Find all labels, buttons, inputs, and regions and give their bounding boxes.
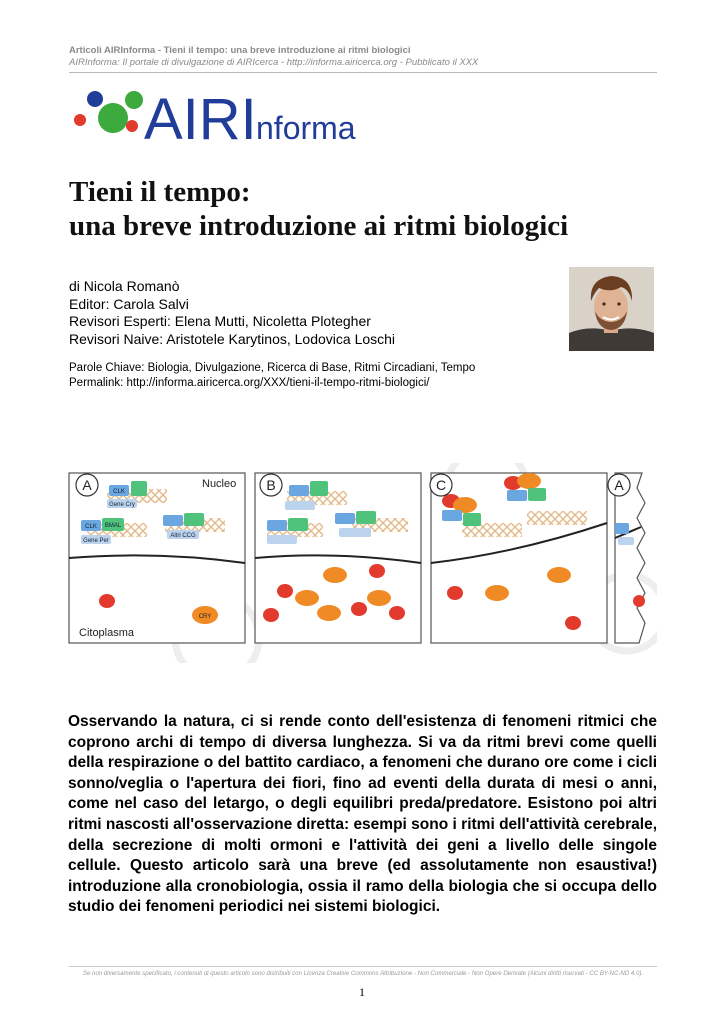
- article-title: [69, 175, 669, 243]
- running-header: [69, 45, 657, 69]
- panel-a-cry: CRY: [198, 614, 212, 620]
- panel-a-gene-per: Gene Per: [83, 538, 109, 544]
- permalink-line: Permalink: http://informa.airicerca.org/XXX/tieni-il-tempo-ritmi-biologici/: [69, 377, 430, 389]
- header-portal-info: AIRInforma: Il portale di divulgazione di AIRIcerca - http://informa.airicerca.org - Pubblicato il XXX: [69, 57, 479, 68]
- title-line-2: una breve introduzione ai ritmi biologici: [69, 210, 569, 242]
- airinforma-logo: [70, 84, 370, 146]
- panel-c-label: C: [435, 477, 447, 493]
- title-line-1: Tieni il tempo:: [69, 176, 251, 208]
- expert-reviewers-line: Revisori Esperti: Elena Mutti, Nicoletta Plotegher: [69, 313, 371, 329]
- logo-red-dot-2: [126, 120, 138, 132]
- footer-rule: [69, 966, 657, 967]
- author-line: di Nicola Romanò: [69, 278, 180, 294]
- panel-b-label: B: [266, 477, 276, 493]
- editor-line: Editor: Carola Salvi: [69, 295, 189, 312]
- panel-a-other-ccg: Altri CCG: [170, 533, 196, 539]
- panel-b: [255, 473, 421, 643]
- intro-paragraph: Osservando la natura, ci si rende conto dell'esistenza di fenomeni ritmici che coprono archi di tempo di diversa lunghezza. Si va da ritmi brevi come quelli della respirazione o del battito cardiaco, a fenomeni che durano ore come i cicli sonno/veglia o l'apertura dei fiori, fino ad eventi della durata di mesi o anni, come nel caso del letargo, o degli equilibri preda/predatore. Esistono poi altri ritmi nascosti all'osservazione diretta: esempi sono i ritmi dell'attività cerebrale, della secrezione di molti ormoni e l'attività dei geni a livello delle singole cellule. Questo articolo sarà una breve (ed assolutamente non esaustiva!) introduzione alla cronobiologia, ossia il ramo della biologia che si occupa dello studio dei fenomeni periodici nei sistemi biologici.: [68, 713, 657, 916]
- panel-a-gene-cry: Gene Cry: [109, 502, 135, 508]
- header-article-title: Articoli AIRInforma - Tieni il tempo: una breve introduzione ai ritmi biologici: [69, 45, 411, 56]
- license-note: Se non diversamente specificato, i contenuti di questo articolo sono distribuiti con Licenza Creative Commons Attribuzione - Non Commerciale - Non Opere Derivate (Alcuni diritti riservati - CC BY-NC-ND 4.0).: [82, 970, 644, 977]
- panel-a-label: A: [82, 477, 92, 493]
- panel-a-clk-1: CLK: [113, 489, 125, 495]
- article-credits: [69, 278, 395, 348]
- panel-a: [69, 473, 245, 643]
- panel-a-repeat: [608, 473, 645, 643]
- header-rule: [69, 72, 657, 73]
- logo-green-dot: [125, 91, 143, 109]
- panel-a-repeat-label: A: [614, 477, 624, 493]
- logo-blue-dot: [87, 91, 103, 107]
- logo-red-dot: [74, 114, 86, 126]
- keywords-block: [69, 361, 475, 391]
- author-photo: [569, 267, 654, 351]
- keywords-line: Parole Chiave: Biologia, Divulgazione, Ricerca di Base, Ritmi Circadiani, Tempo: [69, 362, 476, 374]
- circadian-clock-figure: [67, 463, 657, 663]
- nucleus-label: Nucleo: [202, 478, 237, 490]
- panel-a-bmal: BMAL: [104, 523, 122, 529]
- logo-text-airi: AIRI: [144, 87, 257, 146]
- panel-c: [430, 473, 607, 643]
- logo-green-circle: [98, 103, 128, 133]
- logo-text-nforma: nforma: [256, 110, 356, 146]
- page-number: 1: [359, 985, 365, 999]
- naive-reviewers-line: Revisori Naive: Aristotele Karytinos, Lodovica Loschi: [69, 330, 396, 347]
- cytoplasm-label: Citoplasma: [79, 627, 135, 639]
- panel-a-clk-2: CLK: [85, 524, 97, 530]
